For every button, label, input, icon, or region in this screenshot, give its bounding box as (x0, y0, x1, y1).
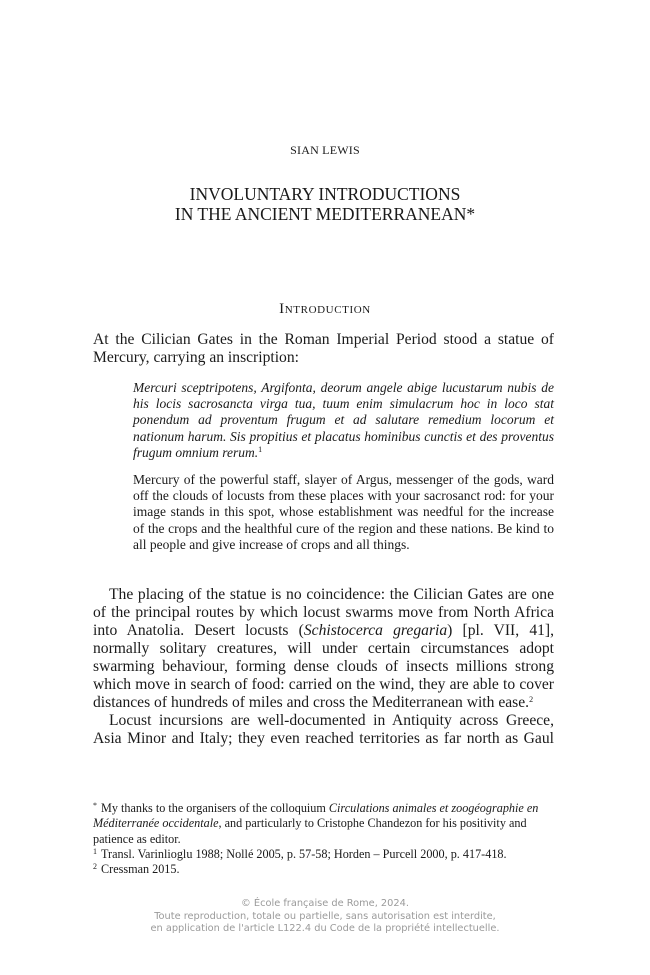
title-footnote-mark: * (466, 204, 476, 224)
article-title (0, 184, 650, 224)
footnote-star-text-1: My thanks to the organisers of the colloquium (101, 801, 329, 815)
copyright-notice (0, 898, 650, 936)
body-text (93, 586, 554, 748)
footnote-1 (93, 847, 554, 862)
footnote-ref-1: 1 (258, 444, 263, 454)
footnote-ref-2: 2 (529, 695, 534, 704)
footnote-star-mark: * (93, 801, 97, 810)
paragraph-statue-part2: ) [pl. VII, 41], normally solitary creatures, will under certain circumstances adopt swarming behaviour, forming dense clouds of insects millions strong which move in search of food: carried on the wind, they are able to cover distances of hundreds of miles and cross the Mediterranean with ease. (93, 622, 555, 711)
footnote-star-text-2: , and particularly to Cristophe Chandezon for his positivity and patience as editor. (93, 816, 527, 846)
colloquium-title: Circulations animales et zoogéographie en Méditerranée occidentale (93, 801, 539, 831)
copyright-line-3: en application de l'article L122.4 du Code de la propriété intellectuelle. (150, 923, 500, 934)
inscription-translation: Mercury of the powerful staff, slayer of Argus, messenger of the gods, ward off the clouds of locusts from these places with your sacrosanct rod: for your image stands in this spot, whose establishment was needful for the increase of the crops and the healthful cure of the region and these nations. Be kind to all people and give increase of crops and all things. (133, 472, 554, 552)
paragraph-statue (93, 586, 554, 712)
footnote-2 (93, 862, 554, 877)
intro-paragraph: At the Cilician Gates in the Roman Imperial Period stood a statue of Mercury, carrying an inscription: (93, 331, 554, 366)
footnote-2-text: Cressman 2015. (101, 862, 180, 877)
footnote-1-text: Transl. Varinlioglu 1988; Nollé 2005, p. 57-58; Horden – Purcell 2000, p. 417-418. (101, 846, 507, 861)
latin-inscription-text: Mercuri sceptripotens, Argifonta, deorum angele abige lucustarum nubis de his locis sacrosancta virga tua, tuum enim simulacrum hoc in loco stat ponendum ad proventum frugum et ad salutare remedium locorum et nationum harum. Sis propitius et placatus hominibus cunctis et des proventus frugum omnium rerum. (133, 380, 554, 460)
paragraph-incursions: Locust incursions are well-documented in Antiquity across Greece, Asia Minor and Italy; they even reached territories as far north as Gaul (93, 712, 554, 747)
species-name: Schistocerca gregaria (303, 622, 448, 639)
title-line-1: INVOLUNTARY INTRODUCTIONS (189, 184, 461, 204)
footnotes (93, 801, 554, 877)
paragraph-statue-part1: The placing of the statue is no coincidence: the Cilician Gates are one of the principal routes by which locust swarms move from North Africa into Anatolia. Desert locusts ( (93, 586, 554, 639)
footnote-2-mark: 2 (93, 862, 97, 872)
footnote-star (93, 801, 554, 847)
title-line-2-text: IN THE ANCIENT MEDITERRANEAN (174, 204, 467, 224)
latin-inscription (133, 380, 554, 461)
section-heading: Introduction (279, 301, 371, 317)
author-name: SIAN LEWIS (290, 143, 360, 157)
copyright-line-2: Toute reproduction, totale ou partielle, sans autorisation est interdite, (154, 910, 496, 922)
copyright-line-1: © École française de Rome, 2024. (241, 898, 409, 909)
title-line-2 (0, 204, 650, 224)
footnote-1-mark: 1 (93, 846, 97, 856)
